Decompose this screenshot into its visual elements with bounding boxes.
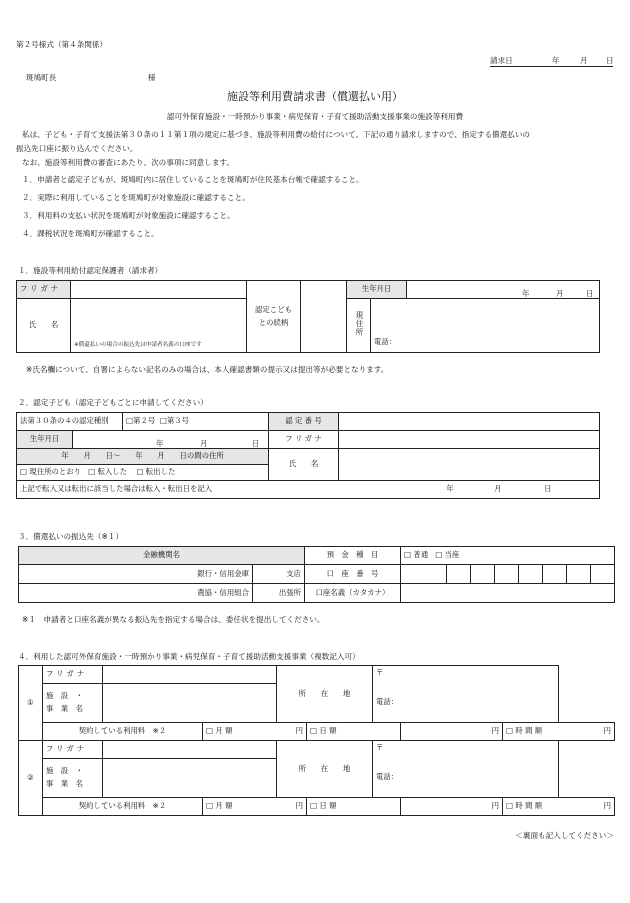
agree-item: １．申請者と認定子どもが、斑鳩町内に居住していることを斑鳩町が住民基本台帳で確認すること。: [22, 175, 364, 184]
document-subtitle: 認可外保育施設・一時預かり事業・病児保育・子育て援助活動支援事業の施設等利用費: [166, 112, 464, 121]
acct-digit[interactable]: [542, 565, 566, 584]
child-birth-month: 月: [200, 438, 208, 448]
daily-checkbox[interactable]: □ 日 額: [310, 726, 337, 736]
request-date: [490, 55, 613, 67]
coop-label: 農協・信用組合: [197, 587, 249, 597]
transfer-year: 年: [446, 484, 454, 494]
intro-line-1: 私は、子ども・子育て支援法第３０条の１１第１項の規定に基づき、施設等利用費の給付について、下記の通り請求しますので、指定する償還払いの: [22, 130, 531, 139]
account-no-label: 口 座 番 号: [305, 565, 401, 584]
guardian-birth-year: 年: [522, 288, 530, 298]
daily-fee-field[interactable]: [307, 798, 401, 816]
account-type-options: [401, 547, 615, 565]
acct-digit[interactable]: [518, 565, 542, 584]
transfer-note: 上記で転入又は転出に該当した場合は転入・転出日を記入: [20, 484, 213, 494]
hourly-checkbox[interactable]: □ 時 間 額: [506, 801, 543, 811]
ordinary-checkbox[interactable]: □ 普通: [404, 550, 429, 560]
guardian-birth-field[interactable]: [407, 281, 600, 299]
facility-number: ②: [19, 741, 43, 816]
period-label: 年 月 日～ 年 月 日の間の住所: [17, 449, 269, 465]
daily-fee-yen: 円: [401, 798, 503, 816]
agree-item: ２．実際に利用していることを斑鳩町が対象施設に確認すること。: [22, 193, 250, 202]
acct-digit[interactable]: [401, 565, 447, 584]
addr-same-checkbox[interactable]: □ 現住所のとおり: [20, 467, 82, 477]
branch-label: 支店: [286, 568, 301, 578]
fee-label: 契約している利用料 ※２: [43, 798, 203, 816]
acct-digit[interactable]: [566, 565, 590, 584]
intro-line-2: 振込先口座に振り込んでください。: [16, 144, 138, 153]
facility-furigana-field[interactable]: [103, 666, 277, 684]
child-birth-year: 年: [156, 438, 164, 448]
request-date-day: 日: [606, 56, 614, 65]
child-birth-field[interactable]: [73, 431, 269, 449]
guardian-address-field[interactable]: [371, 299, 600, 353]
section1-heading: １．施設等利用給付認定保護者（請求者）: [18, 266, 163, 275]
addressee: 斑鳩町長: [26, 73, 57, 82]
guardian-furigana-field[interactable]: [71, 281, 247, 299]
section2-heading: ２．認定子ども（認定子どもごとに申請してください）: [18, 398, 208, 407]
facility-location-field[interactable]: [373, 741, 559, 798]
name-note: ※償還払いの場合の振込先は申請者名義の口座です: [74, 342, 202, 349]
hourly-fee-field[interactable]: □ 時 間 額 円: [503, 798, 615, 816]
daily-fee-yen: 円: [401, 723, 503, 741]
postal-mark: 〒: [376, 743, 384, 752]
transfer-month: 月: [494, 484, 502, 494]
category-options: [123, 413, 269, 431]
facility-location-field[interactable]: [373, 666, 559, 723]
acct-digit[interactable]: [446, 565, 470, 584]
category-label: 法第３０条の４の認定種別: [17, 413, 123, 431]
back-page-note: ＜裏面も記入してください＞: [515, 831, 614, 840]
bank-table: [18, 546, 615, 603]
agree-item: ３．利用料の支払い状況を斑鳩町が対象施設に確認すること。: [22, 211, 235, 220]
acct-digit[interactable]: [590, 565, 614, 584]
guardian-table: [16, 280, 600, 353]
hourly-fee-field[interactable]: □ 時 間 額 円: [503, 723, 615, 741]
bank-field[interactable]: [19, 565, 253, 584]
facility-name-field[interactable]: [103, 684, 277, 723]
form-number: 第２号様式（第４条関係）: [16, 40, 108, 49]
section3-heading: ３．償還払いの振込先（※１）: [18, 532, 124, 541]
current-checkbox[interactable]: □ 当座: [435, 550, 460, 560]
facility-furigana-label: フリガナ: [43, 741, 103, 759]
agree-item: ４．課税状況を斑鳩町が確認すること。: [22, 229, 159, 238]
hourly-checkbox[interactable]: □ 時 間 額: [506, 726, 543, 736]
facility-location-label: 所 在 地: [277, 666, 373, 723]
guardian-tel-label: 電話：: [374, 337, 397, 347]
fee-label: 契約している利用料 ※２: [43, 723, 203, 741]
addr-in-checkbox[interactable]: □ 転入した: [88, 467, 128, 477]
coop-field[interactable]: [19, 584, 253, 603]
relation-label: 認定こども との続柄: [247, 281, 301, 353]
facility-number: ①: [19, 666, 43, 741]
office-label: 出張所: [278, 587, 301, 597]
child-furigana-field[interactable]: [339, 431, 600, 449]
acct-digit[interactable]: [470, 565, 494, 584]
cert-no-label: 認 定 番 号: [269, 413, 339, 431]
child-table: [16, 412, 600, 499]
child-birth-day: 日: [252, 438, 260, 448]
category-3-checkbox[interactable]: □第３号: [159, 416, 190, 426]
facility-location-label: 所 在 地: [277, 741, 373, 798]
guardian-birth-month: 月: [556, 288, 564, 298]
facility-name-field[interactable]: [103, 759, 277, 798]
facility-furigana-field[interactable]: [103, 741, 277, 759]
guardian-name-label: 氏 名: [17, 299, 71, 353]
transfer-date-row[interactable]: [17, 481, 600, 499]
postal-mark: 〒: [376, 668, 384, 677]
request-date-label: 請求日: [490, 56, 513, 65]
account-name-label: 口座名義（カタカナ）: [305, 584, 401, 603]
branch-field[interactable]: [253, 565, 305, 584]
guardian-name-field[interactable]: [71, 299, 247, 353]
monthly-fee-field[interactable]: □ 月 額 円: [203, 798, 307, 816]
cert-no-field[interactable]: [339, 413, 600, 431]
document-title: 施設等利用費請求書（償還払い用）: [227, 90, 403, 103]
address-status: [17, 465, 269, 481]
category-2-checkbox[interactable]: □第２号: [126, 416, 156, 426]
bank-label: 銀行・信用金庫: [197, 568, 249, 578]
account-name-field[interactable]: [401, 584, 615, 603]
addressee-sama: 様: [148, 73, 156, 82]
monthly-checkbox[interactable]: □ 月 額: [206, 726, 233, 736]
request-date-year: 年: [552, 56, 560, 65]
addr-out-checkbox[interactable]: □ 転出した: [136, 467, 176, 477]
child-furigana-label: フ リ ガ ナ: [269, 431, 339, 449]
monthly-fee-field[interactable]: □ 月 額 円: [203, 723, 307, 741]
child-name-field[interactable]: [339, 449, 600, 481]
facility-name-label: 施 設 ・ 事 業 名: [43, 759, 103, 798]
facility-furigana-label: フリガナ: [43, 666, 103, 684]
child-birth-label: 生年月日: [17, 431, 73, 449]
daily-fee-field[interactable]: [307, 723, 401, 741]
section3-note: ※１ 申請者と口座名義が異なる振込先を指定する場合は、委任状を提出してください。: [22, 615, 325, 624]
address-label: 現住所: [347, 299, 371, 353]
child-name-label: 氏 名: [269, 449, 339, 481]
request-date-month: 月: [580, 56, 588, 65]
facility-tel-label: 電話：: [376, 696, 399, 706]
guardian-birth-day: 日: [586, 288, 594, 298]
facility-tel-label: 電話：: [376, 771, 399, 781]
monthly-checkbox[interactable]: □ 月 額: [206, 801, 233, 811]
daily-checkbox[interactable]: □ 日 額: [310, 801, 337, 811]
transfer-day: 日: [544, 484, 552, 494]
guardian-birth-label: 生年月日: [347, 281, 407, 299]
facility-name-label: 施 設 ・ 事 業 名: [43, 684, 103, 723]
acct-digit[interactable]: [494, 565, 518, 584]
account-type-label: 預 金 種 目: [305, 547, 401, 565]
relation-field[interactable]: [301, 281, 347, 353]
office-field[interactable]: [253, 584, 305, 603]
section1-note: ※氏名欄について、自署によらない記名のみの場合は、本人確認書類の提示又は提出等が必要となります。: [26, 365, 389, 374]
section4-heading: ４．利用した認可外保育施設・一時預かり事業・病児保育・子育て援助活動支援事業（複数記入可）: [18, 652, 360, 661]
agree-intro: なお、施設等利用費の審査にあたり、次の事項に同意します。: [22, 158, 235, 167]
furigana-label: フリガナ: [17, 281, 71, 299]
institution-label: 金融機関名: [19, 547, 305, 565]
facility-table: [18, 665, 615, 816]
